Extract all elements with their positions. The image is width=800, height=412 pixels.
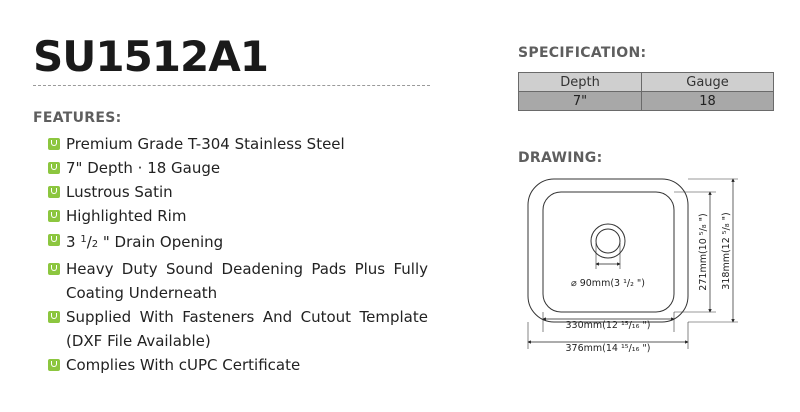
spec-value-row — [519, 92, 774, 111]
feature-text: Premium Grade T-304 Stainless Steel — [66, 135, 345, 153]
sink-bowl — [543, 192, 674, 312]
feature-item — [48, 156, 428, 180]
check-bullet-icon — [48, 359, 60, 371]
feature-item — [48, 228, 428, 257]
feature-text: Heavy Duty Sound Deadening Pads Plus Fully — [66, 260, 428, 278]
feature-text: Supplied With Fasteners And Cutout Template — [66, 308, 428, 326]
spec-header-depth: Depth — [519, 73, 642, 92]
specification-title: SPECIFICATION: — [518, 45, 647, 61]
feature-text: 3 $^1$/2 " Drain Opening — [66, 233, 224, 251]
feature-text: Highlighted Rim — [66, 207, 187, 225]
outer-height-label: 318mm(12 ⁵/₈ ") — [721, 212, 732, 290]
feature-item — [48, 180, 428, 204]
feature-text-continued: Coating Underneath — [66, 284, 218, 302]
feature-item — [48, 305, 428, 353]
feature-text: Lustrous Satin — [66, 183, 173, 201]
check-bullet-icon — [48, 210, 60, 222]
feature-text-continued: (DXF File Available) — [66, 332, 211, 350]
check-bullet-icon — [48, 234, 60, 246]
drain-inner-ring — [596, 229, 620, 253]
specification-table — [518, 72, 774, 111]
inner-width-label: 330mm(12 ¹⁵/₁₆ ") — [565, 320, 651, 331]
spec-header-row — [519, 73, 774, 92]
model-title: SU1512A1 — [33, 32, 268, 81]
feature-item — [48, 353, 428, 377]
check-bullet-icon — [48, 162, 60, 174]
feature-item — [48, 204, 428, 228]
outer-width-label: 376mm(14 ¹⁵/₁₆ ") — [565, 343, 651, 354]
feature-text: 7" Depth · 18 Gauge — [66, 159, 221, 177]
spec-value-depth: 7" — [519, 92, 642, 111]
feature-item — [48, 257, 428, 305]
title-divider — [33, 85, 430, 86]
features-list — [48, 132, 428, 377]
drain-diameter-label: ⌀ 90mm(3 ¹/₂ ") — [570, 278, 646, 289]
sink-outer-rim — [528, 179, 688, 322]
feature-item — [48, 132, 428, 156]
check-bullet-icon — [48, 138, 60, 150]
check-bullet-icon — [48, 263, 60, 275]
check-bullet-icon — [48, 186, 60, 198]
spec-value-gauge: 18 — [642, 92, 774, 111]
drawing-title: DRAWING: — [518, 150, 603, 166]
features-title: FEATURES: — [33, 110, 122, 126]
spec-header-gauge: Gauge — [642, 73, 774, 92]
check-bullet-icon — [48, 311, 60, 323]
sink-drawing — [520, 165, 780, 355]
feature-text: Complies With cUPC Certificate — [66, 356, 301, 374]
inner-height-label: 271mm(10 ⁵/₈ ") — [698, 213, 709, 291]
